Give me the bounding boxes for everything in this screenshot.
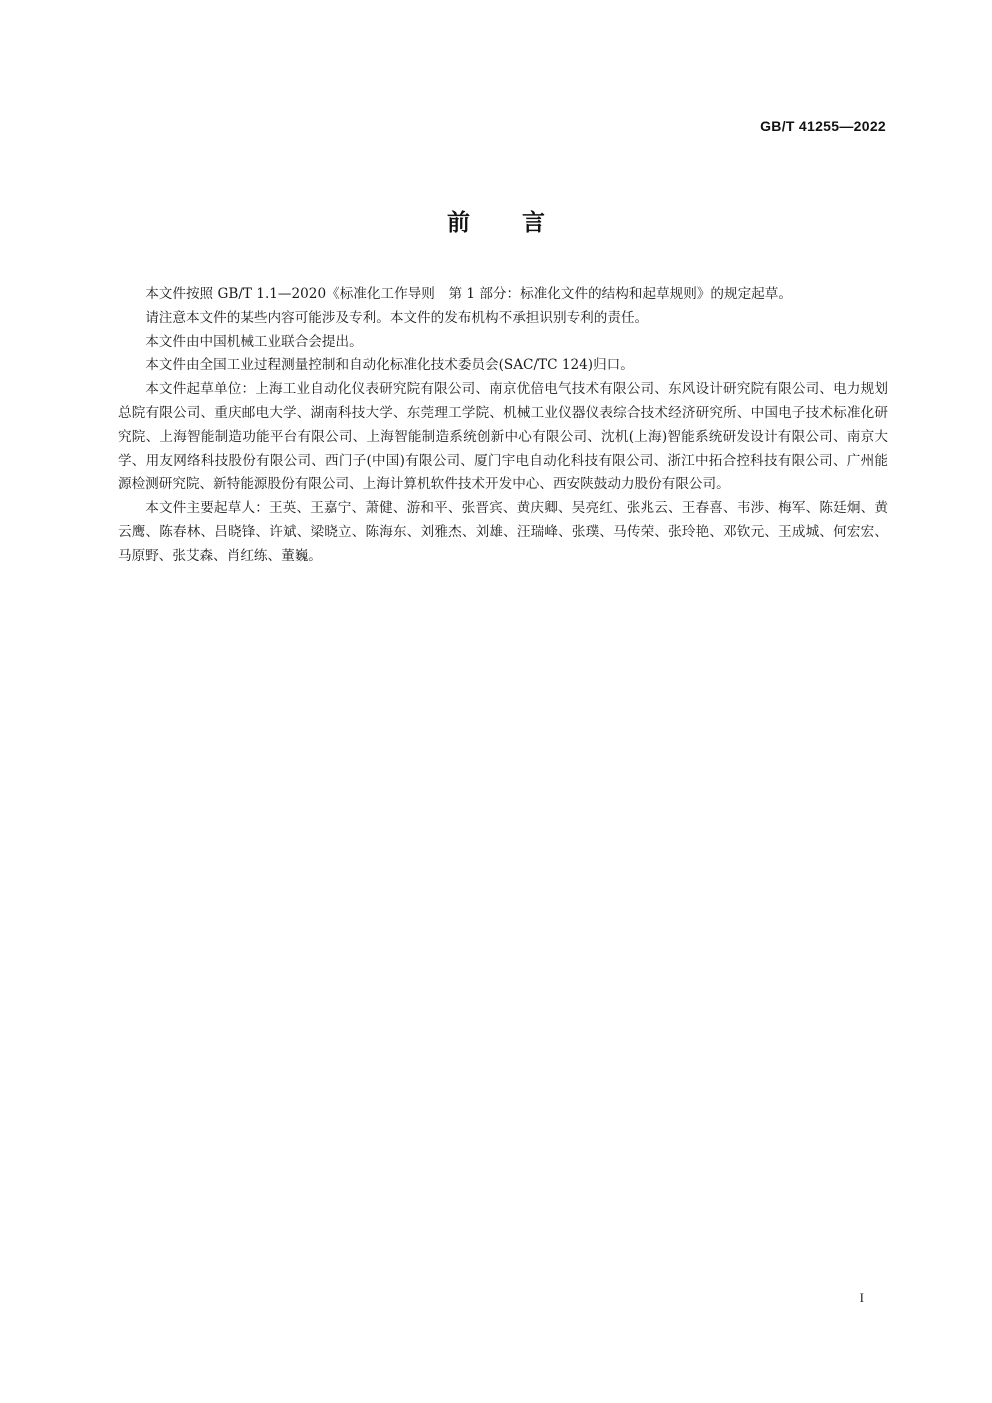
paragraph-drafting-rules: 本文件按照 GB/T 1.1—2020《标准化工作导则 第 1 部分：标准化文件的结构和起草规则》的规定起草。 [145, 286, 792, 302]
page-number: I [859, 1290, 864, 1305]
paragraph-centralized-by: 本文件由全国工业过程测量控制和自动化标准化技术委员会(SAC/TC 124)归口。 [145, 357, 634, 374]
paragraph-drafting-organizations: 本文件起草单位：上海工业自动化仪表研究院有限公司、南京优倍电气技术有限公司、东风设计研究院有限公司、电力规划总院有限公司、重庆邮电大学、湖南科技大学、东莞理工学院、机械工业仪器仪表综合技术经济研究所、中国电子技术标准化研究院、上海智能制造功能平台有限公司、上海智能制造系统创新中心有限公司、沈机(上海)智能系统研发设计有限公司、南京大学、用友网络科技股份有限公司、西门子(中国)有限公司、厦门宇电自动化科技有限公司、浙江中拓合控科技有限公司、广州能源检测研究院、新特能源股份有限公司、上海计算机软件技术开发中心、西安陕鼓动力股份有限公司。 [118, 381, 888, 493]
title-char-1: 前 [447, 210, 470, 236]
title-char-2: 言 [522, 210, 545, 236]
page-title [0, 204, 992, 237]
paragraph-patent-notice: 请注意本文件的某些内容可能涉及专利。本文件的发布机构不承担识别专利的责任。 [145, 309, 649, 326]
paragraph-proposed-by: 本文件由中国机械工业联合会提出。 [145, 333, 363, 350]
paragraph-main-drafters: 本文件主要起草人：王英、王嘉宁、萧健、游和平、张晋宾、黄庆卿、吴亮红、张兆云、王春喜、韦涉、梅军、陈廷炯、黄云鹰、陈春林、吕晓锋、许斌、梁晓立、陈海东、刘雅杰、刘雄、汪瑞峰、张璞、马传荣、张玲艳、邓钦元、王成城、何宏宏、马原野、张艾森、肖红练、董巍。 [118, 500, 888, 564]
standard-number: GB/T 41255—2022 [760, 118, 886, 134]
foreword-body [118, 283, 888, 569]
